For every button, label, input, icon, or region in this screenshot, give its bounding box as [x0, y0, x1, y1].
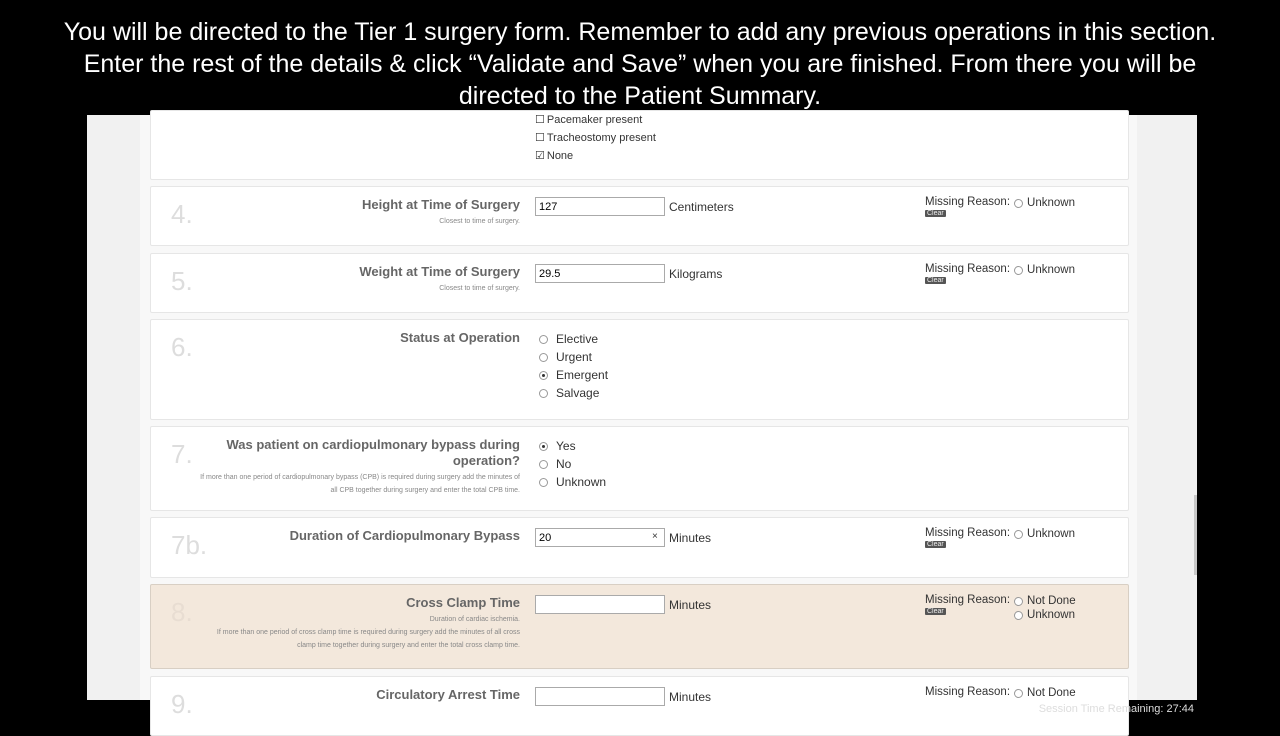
question-6-row — [150, 319, 1129, 420]
cpb-duration-input[interactable] — [535, 528, 665, 547]
height-input[interactable] — [535, 197, 665, 216]
unit-label: Minutes — [669, 530, 712, 545]
option-label: Not Done — [1027, 595, 1076, 607]
radio-icon — [1014, 530, 1023, 539]
checkbox-pacemaker[interactable]: ☐ Pacemaker present — [535, 114, 643, 126]
radio-icon — [539, 478, 548, 487]
option-label: Tracheostomy present — [546, 132, 656, 144]
question-4-row — [150, 186, 1129, 246]
radio-icon — [1014, 689, 1023, 698]
question-number: 9. — [171, 689, 193, 719]
radio-icon — [539, 353, 548, 362]
option-label: Salvage — [556, 386, 600, 400]
radio-icon — [1014, 266, 1023, 275]
question-number: 6. — [171, 332, 193, 362]
question-label: Status at Operation — [400, 330, 520, 345]
missing-reason-label: Missing Reason: — [925, 196, 1011, 208]
missing-unknown-radio[interactable] — [1010, 196, 1075, 210]
cpb-yes-radio[interactable] — [535, 437, 606, 455]
missing-reason-label: Missing Reason: — [925, 686, 1011, 698]
missing-reason-label: Missing Reason: — [925, 263, 1011, 275]
radio-icon — [539, 460, 548, 469]
missing-unknown-radio[interactable] — [1010, 263, 1075, 277]
question-7-row — [150, 426, 1129, 511]
unit-label: Centimeters — [669, 199, 734, 214]
missing-reason-label: Missing Reason: — [925, 594, 1011, 606]
help-text: If more than one period of cross clamp time is required during surgery add the minutes of all cross clamp time together during surgery and enter the total cross clamp time. — [216, 629, 520, 649]
radio-icon — [1014, 611, 1023, 620]
radio-icon — [1014, 597, 1023, 606]
missing-unknown-radio[interactable] — [1010, 527, 1075, 541]
radio-icon — [1014, 199, 1023, 208]
checkbox-none[interactable]: ☑ None — [535, 150, 574, 162]
clear-button[interactable]: Clear — [927, 608, 944, 615]
unit-label: Minutes — [669, 689, 712, 704]
help-text: Closest to time of surgery. — [439, 285, 520, 292]
clear-input-icon[interactable]: × — [652, 531, 658, 542]
question-label: Weight at Time of Surgery — [359, 264, 520, 279]
clear-button[interactable]: Clear — [927, 541, 944, 548]
option-label: Not Done — [1027, 687, 1076, 699]
question-7b-row — [150, 517, 1129, 578]
missing-not-done-radio[interactable] — [1010, 594, 1076, 608]
option-label: None — [546, 150, 574, 162]
help-text: If more than one period of cardiopulmonary bypass (CPB) is required during surgery add the minutes of all CPB together during surgery and enter the total CPB time. — [200, 474, 520, 494]
missing-unknown-radio[interactable] — [1010, 608, 1076, 622]
weight-input[interactable] — [535, 264, 665, 283]
missing-reason-label: Missing Reason: — [925, 527, 1011, 539]
status-emergent-radio[interactable] — [535, 366, 608, 384]
cross-clamp-input[interactable] — [535, 595, 665, 614]
radio-icon — [539, 389, 548, 398]
help-text: Duration of cardiac ischemia. — [429, 616, 520, 623]
option-label: No — [556, 457, 572, 471]
question-label: Cross Clamp Time — [406, 595, 520, 610]
question-number: 7b. — [171, 530, 208, 560]
unit-label: Kilograms — [669, 266, 723, 281]
option-label: Unknown — [1027, 528, 1075, 540]
cpb-unknown-radio[interactable] — [535, 473, 606, 491]
option-label: Pacemaker present — [546, 114, 643, 126]
clear-button[interactable]: Clear — [927, 210, 944, 217]
unit-label: Minutes — [669, 597, 712, 612]
status-salvage-radio[interactable] — [535, 384, 608, 402]
status-urgent-radio[interactable] — [535, 348, 608, 366]
question-number: 5. — [171, 266, 193, 296]
cpb-no-radio[interactable] — [535, 455, 606, 473]
status-elective-radio[interactable] — [535, 330, 608, 348]
option-label: Unknown — [1027, 197, 1075, 209]
option-label: Urgent — [556, 350, 593, 364]
instruction-caption: You will be directed to the Tier 1 surgery form. Remember to add any previous operations in this section. Enter the rest of the details & click “Validate and Save” when you are finished. From there you will be directed to the Patient Summary. — [63, 18, 1217, 110]
question-label: Was patient on cardiopulmonary bypass during operation? — [226, 437, 520, 468]
radio-icon — [539, 371, 548, 380]
question-3-row — [150, 110, 1129, 180]
question-9-row — [150, 676, 1129, 736]
radio-icon — [539, 335, 548, 344]
question-5-row — [150, 253, 1129, 313]
question-label: Circulatory Arrest Time — [376, 687, 520, 702]
option-label: Emergent — [556, 368, 609, 382]
option-label: Unknown — [1027, 609, 1075, 621]
option-label: Elective — [556, 332, 599, 346]
question-label: Duration of Cardiopulmonary Bypass — [289, 528, 520, 543]
scrollbar-thumb[interactable] — [1194, 495, 1197, 575]
radio-icon — [539, 442, 548, 451]
option-label: Unknown — [556, 475, 607, 489]
question-8-row — [150, 584, 1129, 669]
circulatory-arrest-input[interactable] — [535, 687, 665, 706]
clear-button[interactable]: Clear — [927, 277, 944, 284]
help-text: Closest to time of surgery. — [439, 218, 520, 225]
question-label: Height at Time of Surgery — [362, 197, 520, 212]
session-timer: Session Time Remaining: 27:44 — [1038, 703, 1194, 715]
option-label: Yes — [556, 439, 576, 453]
question-number: 7. — [171, 439, 193, 469]
option-label: Unknown — [1027, 264, 1075, 276]
missing-not-done-radio[interactable] — [1010, 686, 1076, 700]
question-number: 8. — [171, 597, 193, 627]
question-number: 4. — [171, 199, 193, 229]
checkbox-tracheostomy[interactable]: ☐ Tracheostomy present — [535, 132, 656, 144]
